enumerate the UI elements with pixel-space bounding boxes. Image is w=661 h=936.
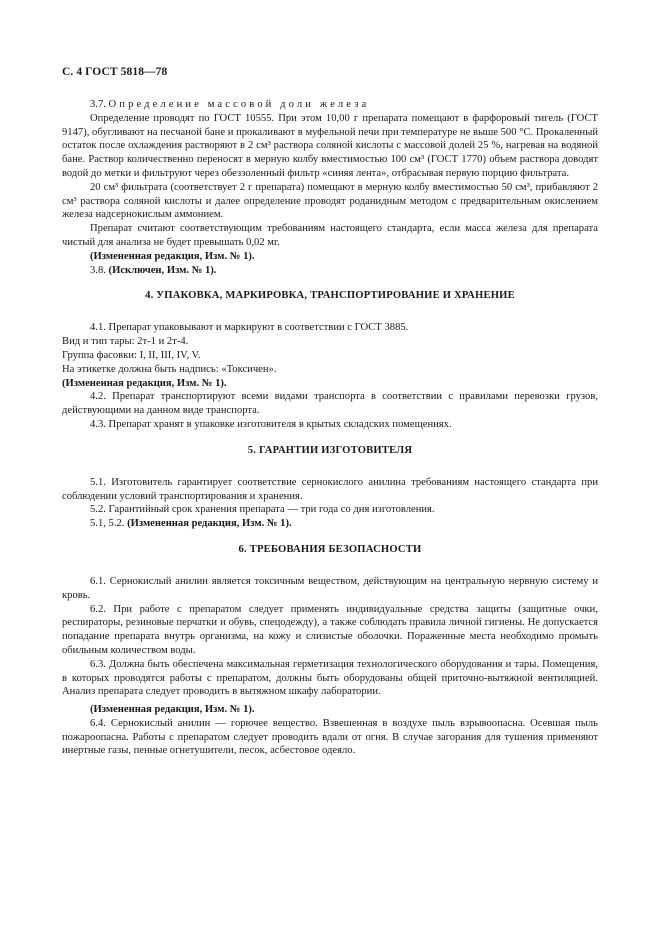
paragraph: 6.1. Сернокислый анилин является токсичным веществом, действующим на центральную нервную систему и кровь. bbox=[62, 575, 598, 601]
paragraph: 20 см³ фильтрата (соответствует 2 г препарата) помещают в мерную колбу вместимостью 50 см³, прибавляют 2 см³ раствора соляной кислоты и далее определение проводят роданидным методом с предварительным окислением железа надсернокислым аммонием. bbox=[62, 181, 598, 221]
section-3-8: 3.8. (Исключен, Изм. № 1). bbox=[90, 264, 217, 276]
section-6-title: 6. ТРЕБОВАНИЯ БЕЗОПАСНОСТИ bbox=[238, 543, 422, 555]
paragraph: На этикетке должна быть надпись: «Токсичен». bbox=[62, 363, 277, 375]
paragraph: 5.2. Гарантийный срок хранения препарата — три года со дня изготовления. bbox=[90, 504, 435, 516]
paragraph: 4.1. Препарат упаковывают и маркируют в соответствии с ГОСТ 3885. bbox=[90, 322, 409, 334]
amendment-note: (Измененная редакция, Изм. № 1). bbox=[90, 704, 255, 716]
paragraph: Группа фасовки: I, II, III, IV, V. bbox=[62, 349, 201, 361]
paragraph: 4.2. Препарат транспортируют всеми видами транспорта в соответствии с правилами перевозки грузов, действующими на данном виде транспорта. bbox=[62, 391, 598, 417]
paragraph: 4.3. Препарат хранят в упаковке изготовителя в крытых складских помещениях. bbox=[90, 418, 452, 430]
amendment-note: 5.1, 5.2. (Измененная редакция, Изм. № 1). bbox=[90, 518, 292, 530]
amendment-note: (Измененная редакция, Изм. № 1). bbox=[90, 250, 255, 262]
section-5-title: 5. ГАРАНТИИ ИЗГОТОВИТЕЛЯ bbox=[247, 444, 413, 456]
paragraph: 6.4. Сернокислый анилин — горючее вещество. Взвешенная в воздухе пыль взрывоопасна. Осевшая пыль пожароопасна. Работы с препаратом следует проводить вдали от огня. В случае загорания для тушения применяют инертные газы, пенные огнетушители, песок, асбестовое одеяло. bbox=[62, 717, 598, 757]
paragraph: 6.2. При работе с препаратом следует применять индивидуальные средства защиты (защитные очки, респираторы, резиновые перчатки и обувь, спецодежду), а также соблюдать правила личной гигиены. Не допускается попадание препарата внутрь организма, на кожу и слизистые оболочки. Пораженные места необходимо промыть обильным количеством воды. bbox=[62, 603, 598, 656]
paragraph: 5.1. Изготовитель гарантирует соответствие сернокислого анилина требованиям настоящего стандарта при соблюдении условий транспортирования и хранения. bbox=[62, 476, 598, 502]
paragraph: Вид и тип тары: 2т-1 и 2т-4. bbox=[62, 336, 189, 348]
section-3-7-heading bbox=[62, 98, 598, 112]
amendment-note: (Измененная редакция, Изм. № 1). bbox=[62, 377, 227, 389]
paragraph: 6.3. Должна быть обеспечена максимальная герметизация технологического оборудования и тары. Помещения, в которых проводятся работы с препаратом, должны быть оборудованы общей приточно-вытяжной вентиляцией. Анализ препарата следует проводить в вытяжном шкафу лаборатории. bbox=[62, 658, 598, 698]
document-page bbox=[62, 66, 598, 758]
paragraph: Определение проводят по ГОСТ 10555. При этом 10,00 г препарата помещают в фарфоровый тигель (ГОСТ 9147), обугливают на песчаной бане и прокаливают в муфельной печи при температуре не выше 500 °С. Прокаленный остаток после охлаждения растворяют в 2 см³ раствора соляной кислоты с массовой долей 25 %, нагревая на водяной бане. Раствор количественно переносят в мерную колбу вместимостью 100 см³ (ГОСТ 1770) объем раствора доводят водой до метки и фильтруют через обеззоленный фильтр «синяя лента», отбрасывая первую порцию фильтрата. bbox=[62, 112, 598, 179]
section-title: Определение массовой доли железа bbox=[108, 99, 370, 110]
section-number: 3.7. bbox=[90, 99, 106, 110]
page-header: С. 4 ГОСТ 5818—78 bbox=[62, 66, 168, 78]
section-4-title: 4. УПАКОВКА, МАРКИРОВКА, ТРАНСПОРТИРОВАНИЕ И ХРАНЕНИЕ bbox=[145, 290, 515, 302]
paragraph: Препарат считают соответствующим требованиям настоящего стандарта, если масса железа для препарата чистый для анализа не будет превышать 0,02 мг. bbox=[62, 223, 598, 248]
